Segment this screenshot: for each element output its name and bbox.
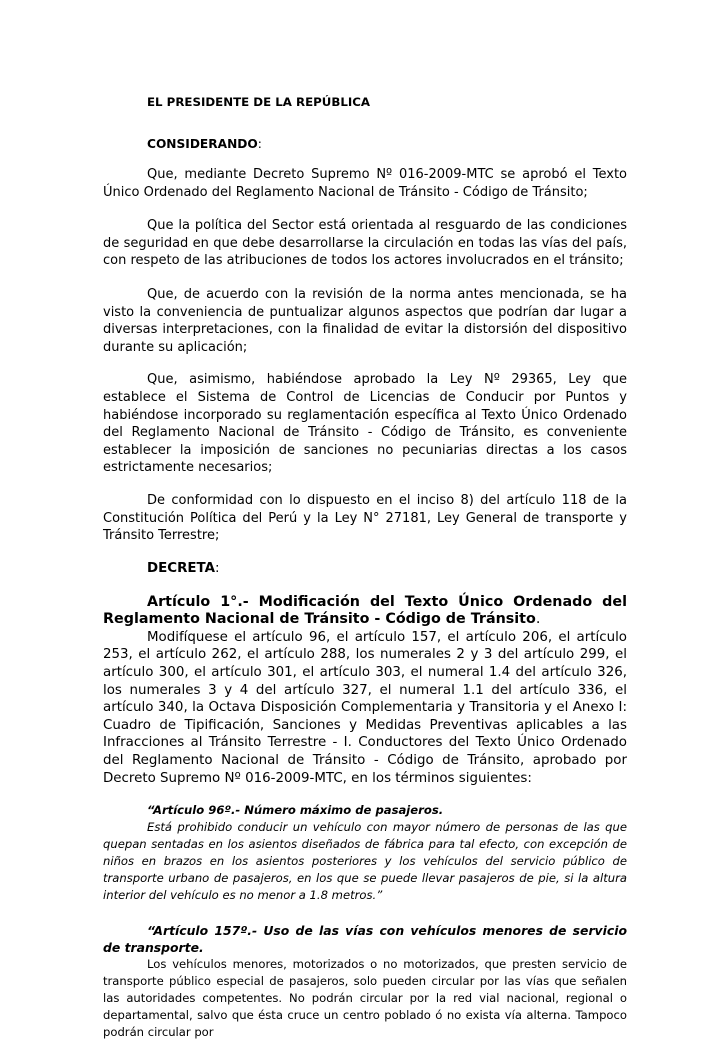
paragraph-5 — [103, 492, 627, 545]
paragraph-4-text: Que, asimismo, habiéndose aprobado la Ley Nº 29365, Ley que establece el Sistema de Control de Licencias de Conducir por Puntos y habiéndose incorporado su reglamentación específica al Texto Único Ordenado del Reglamento Nacional de Tránsito - Código de Tránsito, es conveniente establecer la imposición de sanciones no pecuniarias directas a los casos estrictamente necesarios; — [103, 372, 627, 476]
considerando-colon: : — [257, 137, 262, 151]
considerando-heading — [103, 136, 627, 152]
article-96-title-text: “Artículo 96º.- Número máximo de pasajeros. — [147, 803, 444, 818]
article-96-title — [103, 802, 627, 819]
paragraph-5-text: De conformidad con lo dispuesto en el inciso 8) del artículo 118 de la Constitución Política del Perú y la Ley N° 27181, Ley General de transporte y Tránsito Terrestre; — [103, 492, 627, 544]
document-heading: EL PRESIDENTE DE LA REPÚBLICA — [147, 95, 371, 109]
paragraph-1-text: Que, mediante Decreto Supremo Nº 016-2009-MTC se aprobó el Texto Único Ordenado del Reglamento Nacional de Tránsito - Código de Tránsito; — [103, 167, 627, 200]
article-1-body-text: Modifíquese el artículo 96, el artículo 157, el artículo 206, el artículo 253, el artículo 262, el artículo 288, los numerales 2 y 3 del artículo 299, el artículo 300, el artículo 301, el artículo 303, el numeral 1.4 del artículo 326, los numerales 3 y 4 del artículo 327, el numeral 1.1 del artículo 336, el artículo 340, la Octava Disposición Complementaria y Transitoria y el Anexo I: Cuadro de Tipificación, Sanciones y Medidas Preventivas aplicables a las Infracciones al Tránsito Terrestre - I. Conductores del Texto Único Ordenado del Reglamento Nacional de Tránsito - Código de Tránsito, aprobado por Decreto Supremo Nº 016-2009-MTC, en los términos siguientes: — [103, 629, 627, 786]
article-157-body-text: Los vehículos menores, motorizados o no motorizados, que presten servicio de transporte público especial de pasajeros, solo pueden circular por las vías que señalen las autoridades competentes. No podrán circular por la red vial nacional, regional o departamental, salvo que ésta cruce un centro poblado ó no exista vía alterna. Tampoco podrán circular por — [103, 957, 627, 1040]
article-157-title — [103, 922, 627, 956]
paragraph-3-text: Que, de acuerdo con la revisión de la norma antes mencionada, se ha visto la conveniencia de puntualizar algunos aspectos que podrían dar lugar a diversas interpretaciones, con la finalidad de evitar la distorsión del dispositivo durante su aplicación; — [103, 286, 627, 355]
article-96-body — [103, 819, 627, 904]
considerando-label: CONSIDERANDO — [147, 137, 258, 151]
article-1-title-text: Artículo 1°.- Modificación del Texto Único Ordenado del Reglamento Nacional de Tránsito - Código de Tránsito — [103, 593, 627, 628]
paragraph-2 — [103, 217, 627, 270]
decreta-label: DECRETA — [147, 560, 216, 576]
article-157-body — [103, 956, 627, 1041]
article-1-title — [103, 594, 627, 629]
decreta-heading — [103, 560, 627, 578]
paragraph-1 — [103, 166, 627, 201]
document-page — [103, 94, 627, 1041]
article-96-body-text: Está prohibido conducir un vehículo con mayor número de personas de las que quepan sentadas en los asientos diseñados de fábrica para tal efecto, con excepción de niños en brazos en los asientos posteriores y los vehículos del servicio público de transporte urbano de pasajeros, en los que se puede llevar pasajeros de pie, si la altura interior del vehículo es no menor a 1.8 metros.” — [103, 820, 627, 903]
paragraph-4 — [103, 371, 627, 477]
paragraph-2-text: Que la política del Sector está orientada al resguardo de las condiciones de seguridad en que debe desarrollarse la circulación en todas las vías del país, con respeto de las atribuciones de todos los actores involucrados en el tránsito; — [103, 218, 627, 269]
decreta-colon: : — [215, 560, 220, 576]
article-1-title-period: . — [535, 611, 541, 628]
article-157-title-text: “Artículo 157º.- Uso de las vías con vehículos menores de servicio de transporte. — [103, 923, 627, 956]
paragraph-3 — [103, 286, 627, 356]
article-1-body — [103, 629, 627, 787]
